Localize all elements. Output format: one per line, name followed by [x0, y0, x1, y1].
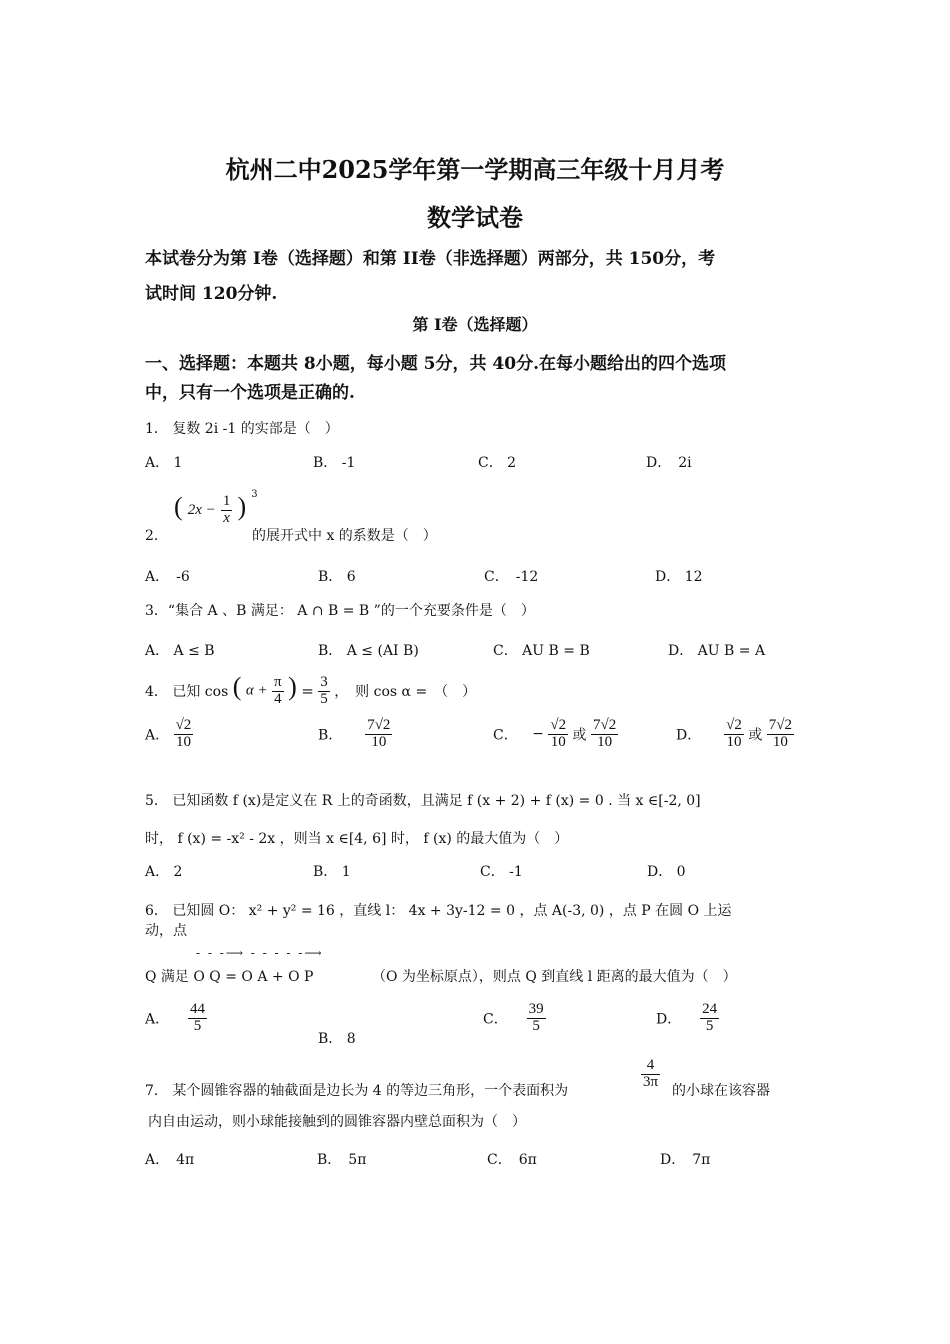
paren-close: )	[288, 672, 297, 701]
exam-subtitle: 数学试卷	[427, 203, 523, 232]
question-2-number: 2．	[145, 528, 168, 544]
question-1-stem: 1． 复数 2i -1 的实部是（ ）	[145, 421, 339, 437]
question-7-option-a: A． 4π	[145, 1152, 195, 1168]
question-7-line-1b: 的小球在该容器	[672, 1083, 770, 1099]
question-6-line-3: Q 满足 O Q = O A + O P	[145, 969, 314, 985]
question-1-option-c: C． 2	[478, 455, 517, 471]
frac-num: 7√2	[768, 717, 793, 733]
question-7-line-2: 内自由运动，则小球能接触到的圆锥容器内壁总面积为（ ）	[148, 1114, 526, 1130]
question-4-option-a	[145, 718, 193, 751]
frac-den: 5	[705, 1017, 714, 1034]
option-label: C．	[483, 1011, 508, 1028]
part-1-title: 第 I卷（选择题）	[412, 315, 538, 334]
option-label: B．	[318, 727, 343, 744]
intro-line-2: 试时间 120分钟.	[145, 284, 278, 304]
frac-num: 39	[528, 1001, 544, 1017]
minus-sign: −	[532, 726, 544, 743]
question-6-option-d	[656, 1002, 719, 1035]
frac-den: 10	[772, 733, 788, 750]
option-fraction-2	[767, 718, 794, 751]
frac-den: x	[223, 510, 230, 526]
question-6-option-c	[483, 1002, 546, 1035]
frac-num: 44	[190, 1001, 206, 1017]
or-text: 或	[748, 727, 763, 744]
question-2-expression	[174, 488, 258, 527]
fraction-1-over-x	[221, 494, 233, 527]
paren-open: (	[174, 492, 183, 521]
option-label: A．	[145, 727, 170, 744]
question-3-option-b: B． A ≤ (AI B)	[318, 643, 419, 659]
question-5-line-2: 时， f (x) = -x² - 2x ，则当 x ∈[4, 6] 时， f (x) 的最大值为（ ）	[145, 831, 569, 847]
pi-over-4	[272, 675, 284, 708]
question-2-tail: 的展开式中 x 的系数是（ ）	[252, 528, 437, 544]
question-1-option-a: A． 1	[145, 455, 183, 471]
option-fraction	[188, 1002, 207, 1035]
frac-num: √2	[726, 717, 742, 733]
question-5-option-a: A． 2	[145, 864, 183, 880]
three-fifths	[318, 675, 330, 708]
frac-den: 4	[274, 690, 282, 707]
frac-num: √2	[550, 717, 567, 733]
intro-line-1: 本试卷分为第 I卷（选择题）和第 II卷（非选择题）两部分，共 150分，考	[145, 249, 716, 269]
question-1-option-d: D． 2i	[646, 455, 692, 471]
question-2-option-a: A． -6	[145, 569, 190, 585]
question-2-option-d: D． 12	[655, 569, 703, 585]
question-5-option-c: C． -1	[480, 864, 523, 880]
option-label: A．	[145, 1011, 170, 1028]
q4-eq: =	[301, 682, 314, 700]
frac-den: 10	[175, 733, 191, 750]
frac-den: 10	[726, 733, 742, 750]
question-5-option-b: B． 1	[313, 864, 351, 880]
option-fraction	[527, 1002, 546, 1035]
frac-den: 5	[320, 690, 328, 707]
frac-num: √2	[175, 717, 192, 733]
or-text: 或	[572, 727, 587, 744]
frac-den: 5	[193, 1017, 202, 1034]
frac-num: 4	[641, 1058, 660, 1075]
question-6-line-1: 6． 已知圆 O： x² + y² = 16 ，直线 l： 4x + 3y-12 = 0 ，点 A(-3, 0) ，点 P 在圆 O 上运	[145, 903, 732, 919]
frac-num: 24	[702, 1001, 718, 1017]
question-4-stem	[145, 672, 476, 707]
question-5-option-d: D． 0	[647, 864, 686, 880]
frac-num: 1	[222, 493, 231, 510]
frac-den: 10	[371, 733, 387, 750]
option-fraction	[174, 718, 194, 751]
q4-post: ， 则 cos α = （ ）	[334, 684, 477, 700]
option-label: C．	[493, 727, 518, 744]
option-fraction-2	[591, 718, 618, 751]
question-4-option-d	[676, 718, 794, 751]
exam-title: 杭州二中2025学年第一学期高三年级十月月考	[225, 155, 725, 184]
option-fraction-1	[724, 718, 744, 751]
question-4-option-c	[493, 718, 618, 751]
question-3-option-a: A． A ≤ B	[145, 643, 215, 659]
question-2-option-b: B． 6	[318, 569, 356, 585]
question-4-option-b	[318, 718, 392, 751]
option-fraction	[700, 1002, 719, 1035]
question-3-option-c: C． AU B = B	[493, 643, 590, 659]
question-7-option-c: C． 6π	[487, 1152, 537, 1168]
question-5-line-1: 5． 已知函数 f (x)是定义在 R 上的奇函数，且满足 f (x + 2) + f (x) = 0 . 当 x ∈[-2, 0]	[145, 793, 701, 809]
option-fraction-1	[548, 718, 568, 751]
question-7-line-1a: 7． 某个圆锥容器的轴截面是边长为 4 的等边三角形，一个表面积为	[145, 1083, 569, 1099]
question-1-option-b: B． -1	[313, 455, 356, 471]
frac-num: 7√2	[367, 717, 391, 733]
question-7-option-d: D． 7π	[660, 1152, 711, 1168]
section-1-line-2: 中，只有一个选项是正确的.	[145, 383, 355, 403]
frac-den: 3π	[643, 1073, 659, 1090]
paren-open: (	[232, 672, 242, 701]
question-6-option-a	[145, 1002, 207, 1035]
frac-den: 10	[597, 733, 613, 750]
question-2-option-c: C． -12	[484, 569, 539, 585]
question-3-option-d: D． AU B = A	[668, 643, 766, 659]
question-6-option-b: B． 8	[318, 1031, 356, 1047]
option-fraction	[365, 718, 392, 751]
q4-pre: 4． 已知 cos	[145, 684, 229, 700]
frac-num: 3	[320, 673, 328, 690]
exponent: 3	[251, 488, 258, 500]
frac-num: 7√2	[593, 717, 617, 733]
question-6-line-2: 动，点	[145, 923, 187, 939]
four-thirds-pi	[641, 1058, 660, 1091]
paren-close: )	[237, 492, 247, 521]
option-label: D．	[656, 1011, 682, 1028]
option-label: D．	[676, 727, 702, 744]
question-7-option-b: B． 5π	[317, 1152, 367, 1168]
question-6-line-3-tail: （O 为坐标原点），则点 Q 到直线 l 距离的最大值为（ ）	[372, 969, 737, 985]
question-3-stem: 3．“集合 A 、B 满足： A ∩ B = B ”的一个充要条件是（ ）	[145, 603, 535, 619]
q4-alpha: α +	[245, 682, 268, 699]
expr-2x: 2x −	[187, 502, 216, 518]
vector-arrows: - - -⟶ - - - - -⟶	[196, 946, 324, 960]
frac-den: 10	[550, 733, 566, 750]
section-1-line-1: 一、选择题：本题共 8小题，每小题 5分，共 40分.在每小题给出的四个选项	[145, 354, 726, 374]
question-7-fraction	[641, 1058, 660, 1091]
frac-den: 5	[532, 1017, 540, 1034]
frac-num: π	[274, 673, 282, 690]
